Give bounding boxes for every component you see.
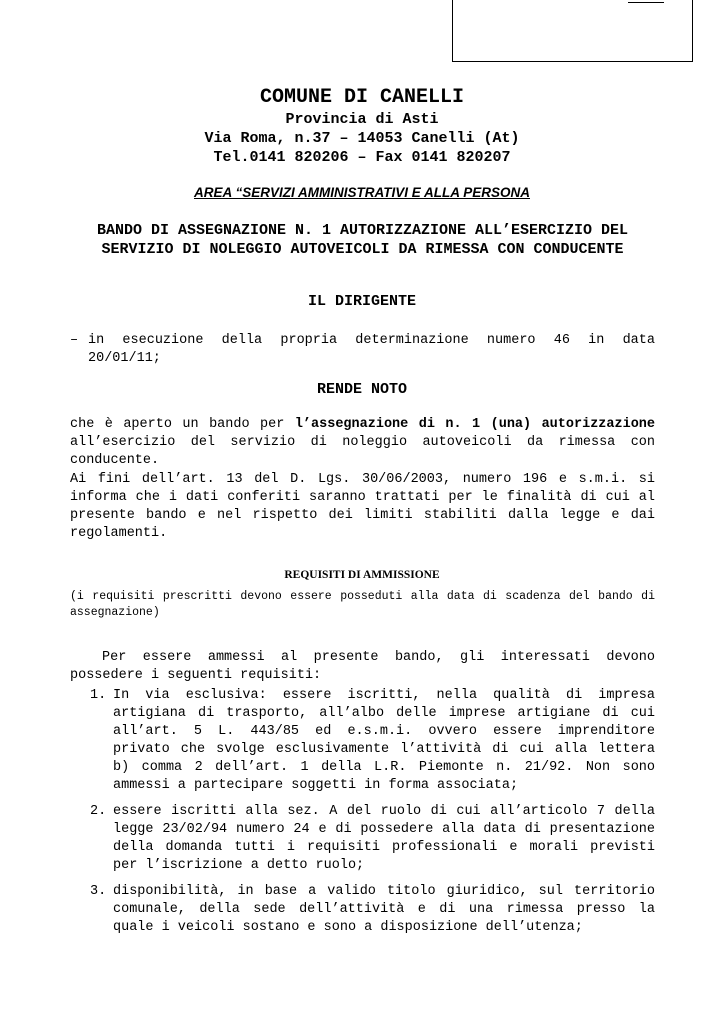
municipality-title: COMUNE DI CANELLI <box>259 86 465 109</box>
dirigente-heading: IL DIRIGENTE <box>307 293 417 310</box>
privacy-paragraph: Ai fini dell’art. 13 del D. Lgs. 30/06/2003, numero 196 e s.m.i. si informa che i dati conferiti saranno trattati per le finalità di cui al presente bando e nel rispetto dei limiti stabiliti dalla legge e dai regolamenti. <box>70 472 655 541</box>
requisiti-intro: Per essere ammessi al presente bando, gli interessati devono possedere i seguenti requisiti: <box>70 650 655 683</box>
requisito-item <box>70 883 655 937</box>
phone-line: Tel.0141 820206 – Fax 0141 820207 <box>213 149 511 166</box>
province-line: Provincia di Asti <box>285 111 439 128</box>
determinazione-text: in esecuzione della propria determinazione numero 46 in data 20/01/11; <box>88 333 655 366</box>
requisiti-note: (i requisiti prescritti devono essere posseduti alla data di scadenza del bando di assegnazione) <box>70 590 655 619</box>
rende-noto-heading: RENDE NOTO <box>316 381 407 398</box>
bando-title: BANDO DI ASSEGNAZIONE N. 1 AUTORIZZAZIONE ALL’ESERCIZIO DEL SERVIZIO DI NOLEGGIO AUTOVEICOLI DA RIMESSA CON CONDUCENTE <box>96 222 629 258</box>
item-text: In via esclusiva: essere iscritti, nella qualità di impresa artigiana di trasporto, all’albo delle imprese artigiane di cui all’art. 5 L. 443/85 ed e.s.m.i. ovvero essere imprenditore privato che svolge esclusivamente l’attività di cui alla lettera b) comma 2 dell’art. 1 della L.R. Piemonte n. 21/92. Non sono ammessi a partecipare soggetti in forma associata; <box>113 688 655 793</box>
dash-marker: – <box>70 333 79 348</box>
requisito-item <box>70 803 655 875</box>
item-text: essere iscritti alla sez. A del ruolo di cui all’articolo 7 della legge 23/02/94 numero 24 e di possedere alla data di presentazione della domanda tutti i requisiti professionali e morali previsti per l’iscrizione a detto ruolo; <box>113 804 655 873</box>
item-number: 1. <box>90 688 107 703</box>
announcement-text-post: all’esercizio del servizio di noleggio autoveicoli da rimessa con conducente. <box>70 435 655 468</box>
item-text: disponibilità, in base a valido titolo giuridico, sul territorio comunale, della sede dell’attività e di una rimessa presso la quale i veicoli sostano e sono a disposizione dell’utenza; <box>113 884 655 935</box>
protocol-stamp-box <box>452 0 693 62</box>
item-number: 2. <box>90 804 107 819</box>
area-heading: AREA “SERVIZI AMMINISTRATIVI E ALLA PERSONA <box>193 185 530 200</box>
requisito-item <box>70 687 655 795</box>
determinazione-item <box>70 332 655 368</box>
announcement-paragraph <box>70 416 655 470</box>
address-line: Via Roma, n.37 – 14053 Canelli (At) <box>204 130 520 147</box>
item-number: 3. <box>90 884 107 899</box>
requisiti-title: REQUISITI DI AMMISSIONE <box>284 569 440 581</box>
announcement-text-pre: che è aperto un bando per <box>70 417 295 432</box>
stamp-divider <box>628 2 664 3</box>
requisiti-list <box>70 687 655 945</box>
announcement-text-bold: l’assegnazione di n. 1 (una) autorizzazione <box>294 417 656 432</box>
